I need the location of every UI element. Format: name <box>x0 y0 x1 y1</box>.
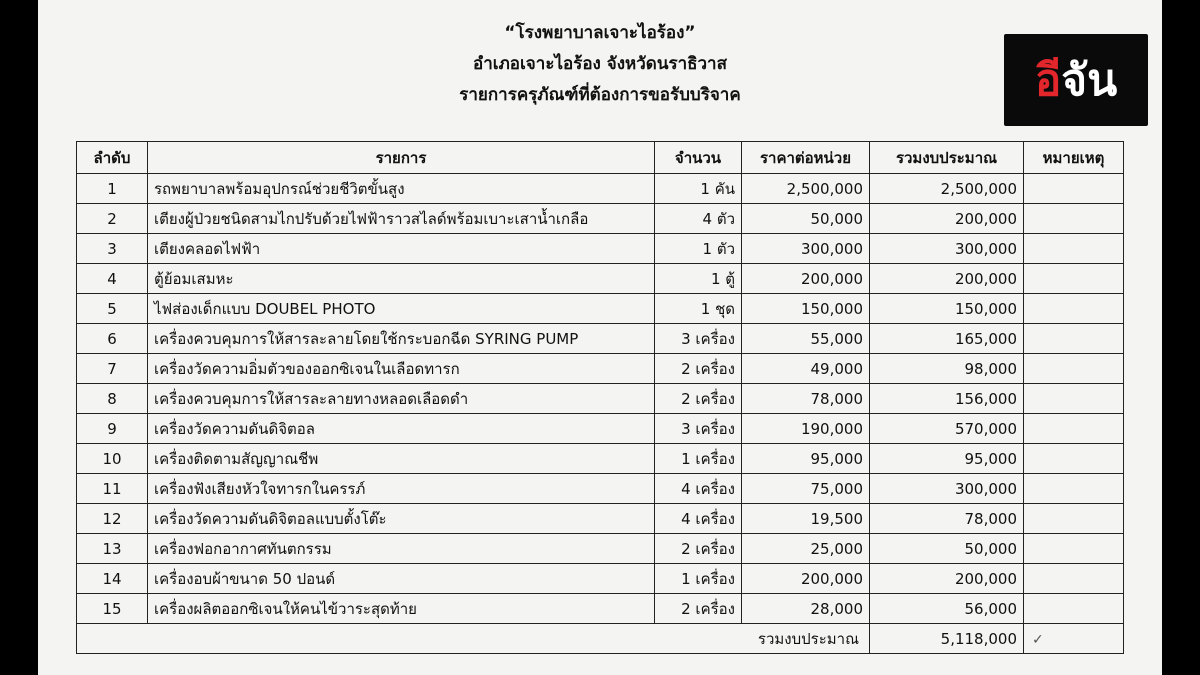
row-total: 300,000 <box>870 234 1024 264</box>
row-total: 200,000 <box>870 264 1024 294</box>
row-number: 9 <box>77 414 148 444</box>
row-item: เครื่องวัดความอิ่มตัวของออกซิเจนในเลือดทารก <box>148 354 655 384</box>
table-row <box>77 324 1124 354</box>
row-number: 1 <box>77 174 148 204</box>
row-note <box>1024 474 1124 504</box>
row-note <box>1024 534 1124 564</box>
row-total: 150,000 <box>870 294 1024 324</box>
row-unit-price: 150,000 <box>742 294 870 324</box>
summary-label: รวมงบประมาณ <box>742 624 870 654</box>
row-note <box>1024 174 1124 204</box>
row-quantity: 2 เครื่อง <box>655 534 742 564</box>
row-unit-price: 49,000 <box>742 354 870 384</box>
row-note <box>1024 564 1124 594</box>
hospital-name: “โรงพยาบาลเจาะไอร้อง” <box>504 23 696 43</box>
row-note <box>1024 264 1124 294</box>
row-total: 156,000 <box>870 384 1024 414</box>
row-quantity: 1 เครื่อง <box>655 444 742 474</box>
logo-part-red: อี <box>1034 55 1062 106</box>
row-quantity: 4 เครื่อง <box>655 504 742 534</box>
row-number: 7 <box>77 354 148 384</box>
equipment-table <box>76 141 1124 654</box>
row-unit-price: 95,000 <box>742 444 870 474</box>
row-unit-price: 300,000 <box>742 234 870 264</box>
row-quantity: 1 ตู้ <box>655 264 742 294</box>
row-note <box>1024 324 1124 354</box>
row-quantity: 3 เครื่อง <box>655 324 742 354</box>
brand-logo <box>1004 34 1148 126</box>
row-quantity: 1 เครื่อง <box>655 564 742 594</box>
summary-spacer <box>77 624 148 654</box>
row-item: เตียงผู้ป่วยชนิดสามไกปรับด้วยไฟฟ้าราวสไลด์พร้อมเบาะเสาน้ำเกลือ <box>148 204 655 234</box>
row-quantity: 2 เครื่อง <box>655 594 742 624</box>
row-number: 2 <box>77 204 148 234</box>
row-total: 570,000 <box>870 414 1024 444</box>
table-row <box>77 444 1124 474</box>
row-total: 50,000 <box>870 534 1024 564</box>
col-header-price: ราคาต่อหน่วย <box>742 142 870 174</box>
row-note <box>1024 294 1124 324</box>
row-number: 12 <box>77 504 148 534</box>
row-quantity: 3 เครื่อง <box>655 414 742 444</box>
row-item: เครื่องวัดความดันดิจิตอล <box>148 414 655 444</box>
row-item: เครื่องผลิตออกซิเจนให้คนไข้วาระสุดท้าย <box>148 594 655 624</box>
row-number: 15 <box>77 594 148 624</box>
row-unit-price: 2,500,000 <box>742 174 870 204</box>
row-total: 95,000 <box>870 444 1024 474</box>
summary-spacer <box>148 624 655 654</box>
row-number: 6 <box>77 324 148 354</box>
row-note <box>1024 414 1124 444</box>
row-quantity: 4 เครื่อง <box>655 474 742 504</box>
row-note <box>1024 444 1124 474</box>
row-item: เครื่องฟังเสียงหัวใจทารกในครรภ์ <box>148 474 655 504</box>
table-row <box>77 474 1124 504</box>
row-quantity: 1 ตัว <box>655 234 742 264</box>
row-unit-price: 200,000 <box>742 564 870 594</box>
table-row <box>77 174 1124 204</box>
row-unit-price: 55,000 <box>742 324 870 354</box>
row-number: 3 <box>77 234 148 264</box>
row-item: เครื่องควบคุมการให้สารละลายทางหลอดเลือดดำ <box>148 384 655 414</box>
table-header-row <box>77 142 1124 174</box>
row-item: ไฟส่องเด็กแบบ DOUBEL PHOTO <box>148 294 655 324</box>
row-note <box>1024 384 1124 414</box>
row-number: 13 <box>77 534 148 564</box>
hospital-location: อำเภอเจาะไอร้อง จังหวัดนราธิวาส <box>473 54 727 74</box>
row-unit-price: 28,000 <box>742 594 870 624</box>
row-item: เตียงคลอดไฟฟ้า <box>148 234 655 264</box>
row-quantity: 1 ชุด <box>655 294 742 324</box>
table-row <box>77 534 1124 564</box>
row-total: 56,000 <box>870 594 1024 624</box>
row-note <box>1024 594 1124 624</box>
table-row <box>77 354 1124 384</box>
table-row <box>77 414 1124 444</box>
row-total: 165,000 <box>870 324 1024 354</box>
row-unit-price: 50,000 <box>742 204 870 234</box>
summary-note <box>1024 624 1124 654</box>
row-number: 8 <box>77 384 148 414</box>
summary-total: 5,118,000 <box>870 624 1024 654</box>
logo-part-white: จัน <box>1061 55 1118 106</box>
row-unit-price: 19,500 <box>742 504 870 534</box>
row-note <box>1024 234 1124 264</box>
row-unit-price: 75,000 <box>742 474 870 504</box>
col-header-note: หมายเหตุ <box>1024 142 1124 174</box>
table-row <box>77 564 1124 594</box>
summary-row <box>77 624 1124 654</box>
row-unit-price: 190,000 <box>742 414 870 444</box>
check-mark-icon: ✓ <box>1032 631 1044 648</box>
row-total: 200,000 <box>870 564 1024 594</box>
col-header-item: รายการ <box>148 142 655 174</box>
table-row <box>77 594 1124 624</box>
row-total: 98,000 <box>870 354 1024 384</box>
row-item: เครื่องฟอกอากาศทันตกรรม <box>148 534 655 564</box>
row-total: 300,000 <box>870 474 1024 504</box>
row-unit-price: 25,000 <box>742 534 870 564</box>
document-title: รายการครุภัณฑ์ที่ต้องการขอรับบริจาค <box>459 85 741 105</box>
row-total: 78,000 <box>870 504 1024 534</box>
row-quantity: 2 เครื่อง <box>655 354 742 384</box>
row-note <box>1024 204 1124 234</box>
row-item: รถพยาบาลพร้อมอุปกรณ์ช่วยชีวิตขั้นสูง <box>148 174 655 204</box>
table-row <box>77 294 1124 324</box>
table-row <box>77 504 1124 534</box>
col-header-qty: จำนวน <box>655 142 742 174</box>
row-item: เครื่องควบคุมการให้สารละลายโดยใช้กระบอกฉีด SYRING PUMP <box>148 324 655 354</box>
table-body <box>77 174 1124 624</box>
table-row <box>77 384 1124 414</box>
row-item: เครื่องอบผ้าขนาด 50 ปอนด์ <box>148 564 655 594</box>
document-page <box>38 0 1162 675</box>
document-header <box>38 18 1162 111</box>
row-item: เครื่องติดตามสัญญาณชีพ <box>148 444 655 474</box>
row-number: 5 <box>77 294 148 324</box>
row-number: 10 <box>77 444 148 474</box>
row-item: เครื่องวัดความดันดิจิตอลแบบตั้งโต๊ะ <box>148 504 655 534</box>
row-total: 200,000 <box>870 204 1024 234</box>
col-header-total: รวมงบประมาณ <box>870 142 1024 174</box>
table-row <box>77 204 1124 234</box>
row-note <box>1024 354 1124 384</box>
row-unit-price: 78,000 <box>742 384 870 414</box>
row-unit-price: 200,000 <box>742 264 870 294</box>
col-header-no: ลำดับ <box>77 142 148 174</box>
row-note <box>1024 504 1124 534</box>
table-row <box>77 234 1124 264</box>
summary-spacer <box>655 624 742 654</box>
row-quantity: 1 คัน <box>655 174 742 204</box>
row-total: 2,500,000 <box>870 174 1024 204</box>
table-row <box>77 264 1124 294</box>
row-quantity: 2 เครื่อง <box>655 384 742 414</box>
row-quantity: 4 ตัว <box>655 204 742 234</box>
row-item: ตู้ย้อมเสมหะ <box>148 264 655 294</box>
row-number: 11 <box>77 474 148 504</box>
row-number: 4 <box>77 264 148 294</box>
row-number: 14 <box>77 564 148 594</box>
